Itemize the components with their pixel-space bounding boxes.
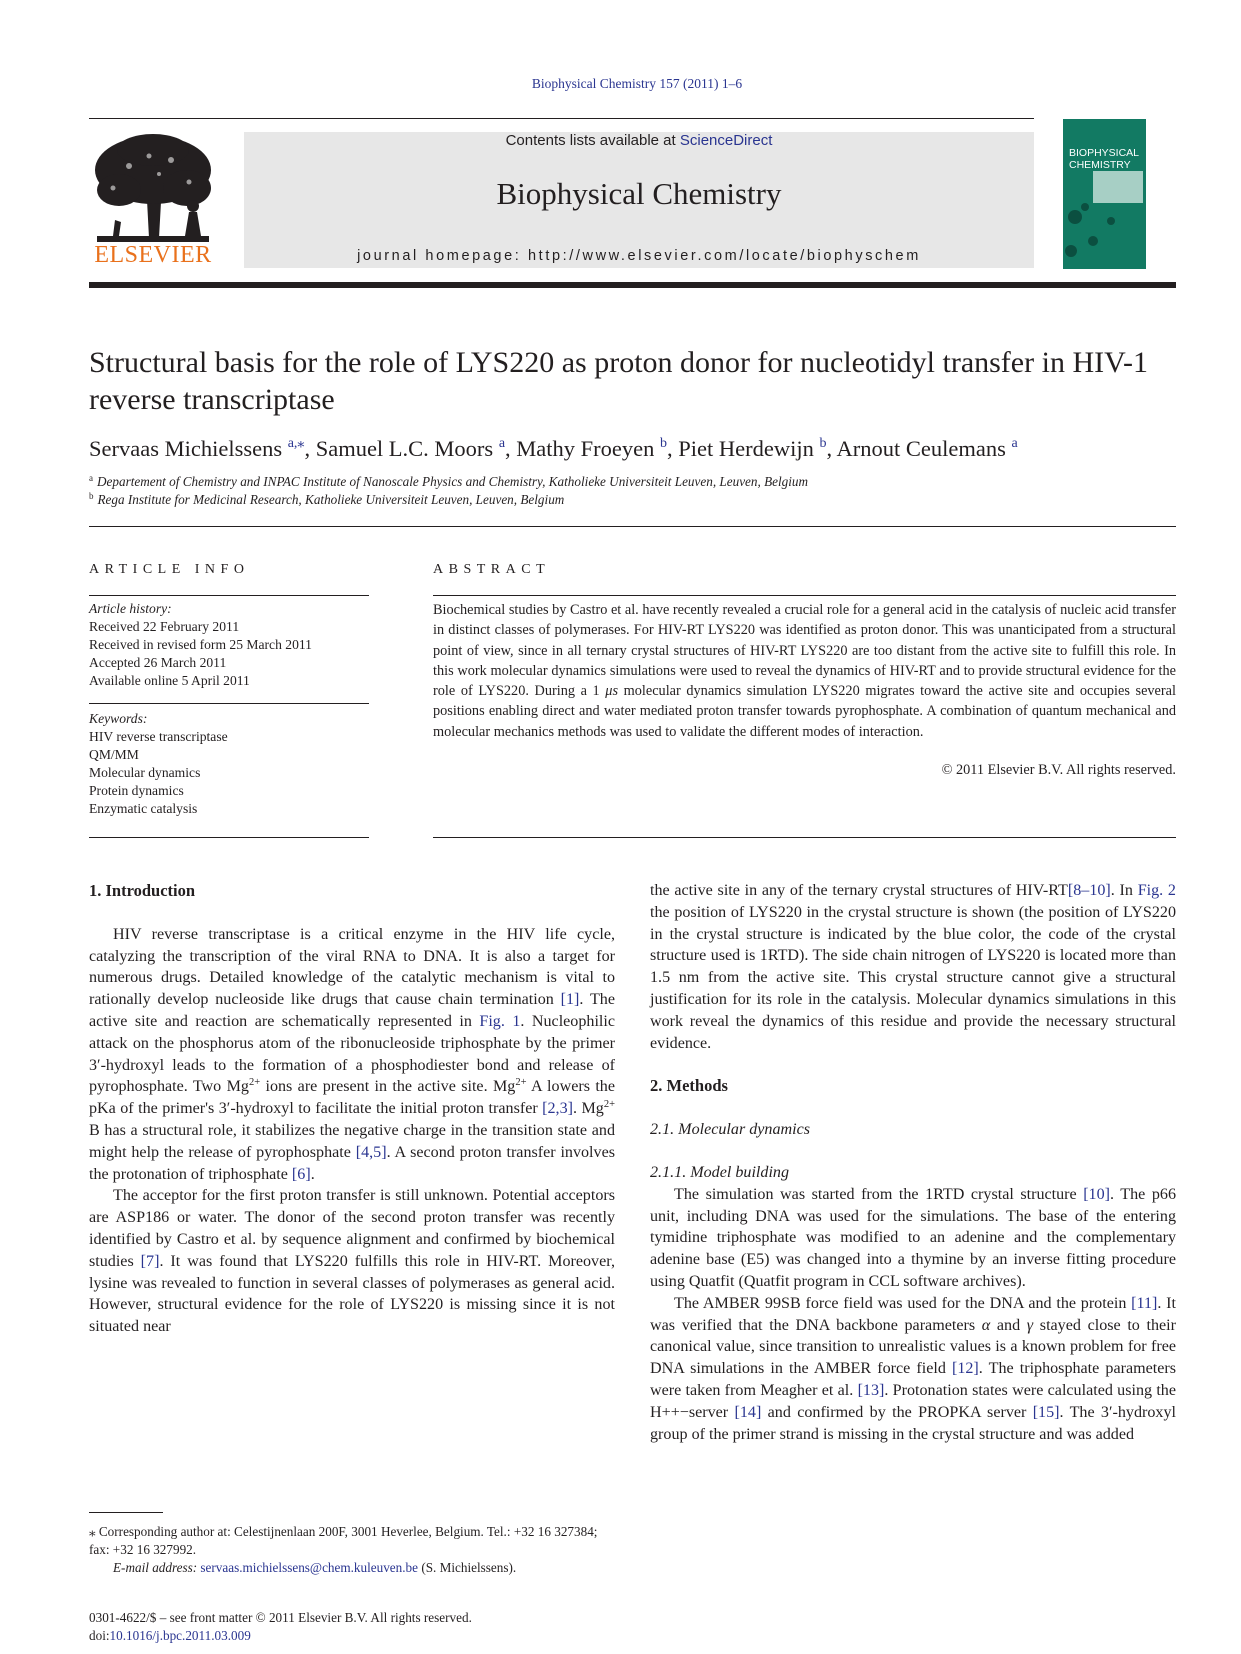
abstract-heading: ABSTRACT bbox=[433, 562, 551, 577]
article-info-heading: ARTICLE INFO bbox=[89, 562, 250, 577]
top-rule bbox=[89, 118, 1034, 119]
abstract-rule bbox=[433, 595, 1176, 596]
journal-cover-thumbnail[interactable] bbox=[1063, 119, 1146, 269]
author-affiliation-mark[interactable]: b bbox=[660, 436, 668, 451]
author-name: Arnout Ceulemans bbox=[836, 436, 1006, 461]
contents-line bbox=[244, 132, 1034, 149]
section-heading-methods: 2. Methods bbox=[650, 1076, 728, 1096]
figure-link[interactable]: Fig. 2 bbox=[1137, 882, 1176, 899]
history-item: Available online 5 April 2011 bbox=[89, 673, 250, 688]
author-affiliation-mark[interactable]: a bbox=[1011, 436, 1018, 451]
author-list: Servaas Michielssens $^{a,⁎}$, Samuel L.C. Moors $^a$, Mathy Froeyen $^b$, Piet Herdewijn $^b$, Arnout Ceulemans $^a$ bbox=[89, 436, 1018, 461]
history-item: Accepted 26 March 2011 bbox=[89, 655, 227, 670]
paragraph: The acceptor for the first proton transfer is still unknown. Potential acceptors are ASP186 or water. The donor of the second proton transfer was recently identified by Castro et al. by sequence alignment and confirmed by biochemical studies [7]. It was found that LYS220 fulfills this role in HIV-RT. Moreover, lysine was revealed to function in several classes of polymerases as general acid. However, structural evidence for the role of LYS220 is missing since it is not situated near bbox=[89, 1187, 615, 1336]
citation-link[interactable]: [10] bbox=[1083, 1185, 1111, 1203]
author-name: Servaas Michielssens bbox=[89, 436, 283, 461]
citation-link[interactable]: [7] bbox=[140, 1252, 160, 1270]
citation-link[interactable]: [2,3] bbox=[542, 1100, 573, 1118]
body-column-left bbox=[89, 880, 615, 1338]
paragraph: The simulation was started from the 1RTD crystal structure [10]. The p66 unit, including DNA was used for the simulations. The base of the entering tymidine triphosphate was modified to an adenine and the complementary adenine base (E5) was changed into a thymine by an inverse fitting procedure using Quatfit (Quatfit program in CCL software archives). bbox=[650, 1185, 1176, 1290]
journal-reference-link[interactable]: Biophysical Chemistry 157 (2011) 1–6 bbox=[531, 76, 743, 91]
footnote-rule bbox=[89, 1512, 163, 1513]
cover-title: BIOPHYSICAL CHEMISTRY bbox=[1069, 147, 1140, 171]
author-affiliation-mark[interactable]: b bbox=[819, 436, 827, 451]
citation-link[interactable]: [15] bbox=[1032, 1403, 1060, 1421]
contents-prefix: Contents lists available at bbox=[505, 132, 680, 149]
keyword-item: Enzymatic catalysis bbox=[89, 801, 198, 816]
citation-link[interactable]: [13] bbox=[857, 1381, 885, 1399]
doi-link[interactable]: 10.1016/j.bpc.2011.03.009 bbox=[109, 1628, 251, 1643]
citation-link[interactable]: [1] bbox=[560, 991, 580, 1009]
citation-link[interactable]: [8–10] bbox=[1067, 882, 1111, 899]
section-rule bbox=[89, 526, 1176, 527]
email-link[interactable]: servaas.michielssens@chem.kuleuven.be bbox=[200, 1560, 419, 1575]
citation-link[interactable]: [11] bbox=[1131, 1294, 1158, 1312]
history-item: Received 22 February 2011 bbox=[89, 619, 240, 634]
paragraph: The AMBER 99SB force field was used for the DNA and the protein [11]. It was verified that the DNA backbone parameters α and γ stayed close to their canonical value, since transition to unrealistic values is a known problem for free DNA simulations in the AMBER force field [12]. The triphosphate parameters were taken from Meagher et al. [13]. Protonation states were calculated using the H++−server [14] and confirmed by the PROPKA server [15]. The 3′-hydroxyl group of the primer strand is missing in the crystal structure and was added bbox=[650, 1294, 1176, 1443]
paragraph: HIV reverse transcriptase is a critical enzyme in the HIV life cycle, catalyzing the transcription of the viral RNA to DNA. It is also a target for numerous drugs. Detailed knowledge of the catalytic mechanism is vital to rationally develop nucleoside like drugs that cause chain termination [1]. The active site and reaction are schematically represented in Fig. 1. Nucleophilic attack on the phosphorus atom of the ribonucleoside triphosphate by the primer 3′-hydroxyl leads to the formation of a phosphodiester bond and release of pyrophosphate. Two $Mg^{2+}$ ions are present in the active site. $Mg^{2+}$ A lowers the pKa of the primer's 3′-hydroxyl to facilitate the initial proton transfer [2,3]. $Mg^{2+}$ B has a structural role, it stabilizes the negative charge in the transition state and might help the release of pyrophosphate [4,5]. A second proton transfer involves the protonation of triphosphate [6]. bbox=[89, 925, 616, 1183]
keywords: Keywords: HIV reverse transcriptase QM/MM Molecular dynamics Protein dynamics Enzymatic catalysis bbox=[89, 710, 369, 818]
keyword-item: Protein dynamics bbox=[89, 783, 184, 798]
issn-doi bbox=[89, 1609, 472, 1645]
subsection-heading: 2.1. Molecular dynamics bbox=[650, 1121, 811, 1139]
journal-homepage[interactable]: journal homepage: http://www.elsevier.com/locate/biophyschem bbox=[357, 248, 921, 264]
issn-line: 0301-4622/$ – see front matter © 2011 Elsevier B.V. All rights reserved. bbox=[89, 1610, 472, 1625]
author-name: Samuel L.C. Moors bbox=[315, 436, 494, 461]
keyword-item: QM/MM bbox=[89, 747, 139, 762]
history-item: Received in revised form 25 March 2011 bbox=[89, 637, 312, 652]
abstract-rule bbox=[433, 837, 1176, 838]
figure-link[interactable]: Fig. 1 bbox=[479, 1012, 521, 1030]
info-rule bbox=[89, 703, 369, 704]
journal-name: Biophysical Chemistry bbox=[496, 176, 782, 211]
author-name: Mathy Froeyen bbox=[516, 436, 655, 461]
citation-link[interactable]: [12] bbox=[951, 1360, 979, 1378]
sciencedirect-link[interactable]: ScienceDirect bbox=[679, 132, 773, 149]
abstract-text: Biochemical studies by Castro et al. have recently revealed a crucial role for a general acid in the catalysis of nucleic acid transfer in distinct classes of polymerases. For HIV-RT LYS220 was identified as proton donor. This was unanticipated from a structural point of view, since in all ternary crystal structures of HIV-RT LYS220 are too distant from the active site to fulfill this role. In this work molecular dynamics simulations were used to reveal the dynamics of HIV-RT and to provide structural evidence for the role of LYS220. During a 1 μs molecular dynamics simulation LYS220 migrates toward the active site and occupies several positions enabling direct and water mediated proton transfer towards pyrophosphate. A combination of quantum mechanical and molecular mechanics methods was used to validate the different modes of interaction. bbox=[433, 602, 1176, 740]
citation-link[interactable]: [6] bbox=[291, 1165, 311, 1183]
author-name: Piet Herdewijn bbox=[678, 436, 814, 461]
cover-spheres-image bbox=[1063, 199, 1146, 269]
corresponding-author-footnote: ⁎ Corresponding author at: Celestijnenlaan 200F, 3001 Heverlee, Belgium. Tel.: +32 16 327384; fax: +32 16 327992. bbox=[89, 1524, 598, 1557]
author-affiliation-mark[interactable]: a bbox=[498, 436, 506, 451]
affiliation-a: $^a$ Departement of Chemistry and INPAC Institute of Nanoscale Physics and Chemistry, Katholieke Universiteit Leuven, Leuven, Belgium bbox=[89, 473, 809, 489]
subsubsection-heading: 2.1.1. Model building bbox=[650, 1163, 790, 1181]
info-rule bbox=[89, 595, 369, 596]
affiliation-b: $^b$ Rega Institute for Medicinal Research, Katholieke Universiteit Leuven, Leuven, Belgium bbox=[89, 491, 565, 507]
body-column-right bbox=[650, 880, 1176, 1445]
abstract-copyright: © 2011 Elsevier B.V. All rights reserved. bbox=[941, 762, 1176, 778]
citation-link[interactable]: [4,5] bbox=[355, 1143, 387, 1161]
info-rule bbox=[89, 837, 369, 838]
citation-link[interactable]: [14] bbox=[734, 1403, 762, 1421]
email-line: E-mail address: servaas.michielssens@chem.kuleuven.be (S. Michielssens). bbox=[113, 1560, 517, 1575]
keyword-item: HIV reverse transcriptase bbox=[89, 729, 228, 744]
paragraph: the active site in any of the ternary crystal structures of HIV-RT[8–10]. In Fig. 2 the position of LYS220 in the crystal structure is shown (the position of LYS220 in the crystal structure is indicated by the blue color, the code of the crystal structure used is 1RTD). The side chain nitrogen of LYS220 is located more than 1.5 nm from the active site. This crystal structure cannot give a structural justification for its role in the catalysis. Molecular dynamics simulations in this work reveal the dynamics of this residue and provide the necessary structural evidence. bbox=[650, 882, 1176, 1052]
section-heading-introduction: 1. Introduction bbox=[89, 881, 196, 900]
elsevier-wordmark: ELSEVIER bbox=[94, 242, 212, 268]
author-affiliation-mark[interactable]: a,⁎ bbox=[287, 436, 305, 451]
article-history: Article history: Received 22 February 2011 Received in revised form 25 March 2011 Accepted 26 March 2011 Available online 5 April 2011 bbox=[89, 600, 369, 690]
article-title: Structural basis for the role of LYS220 as proton donor for nucleotidyl transfer in HIV-1 reverse transcriptase bbox=[89, 346, 1148, 416]
doi-line: doi:10.1016/j.bpc.2011.03.009 bbox=[89, 1628, 251, 1643]
header-thick-rule bbox=[89, 282, 1176, 288]
keyword-item: Molecular dynamics bbox=[89, 765, 201, 780]
